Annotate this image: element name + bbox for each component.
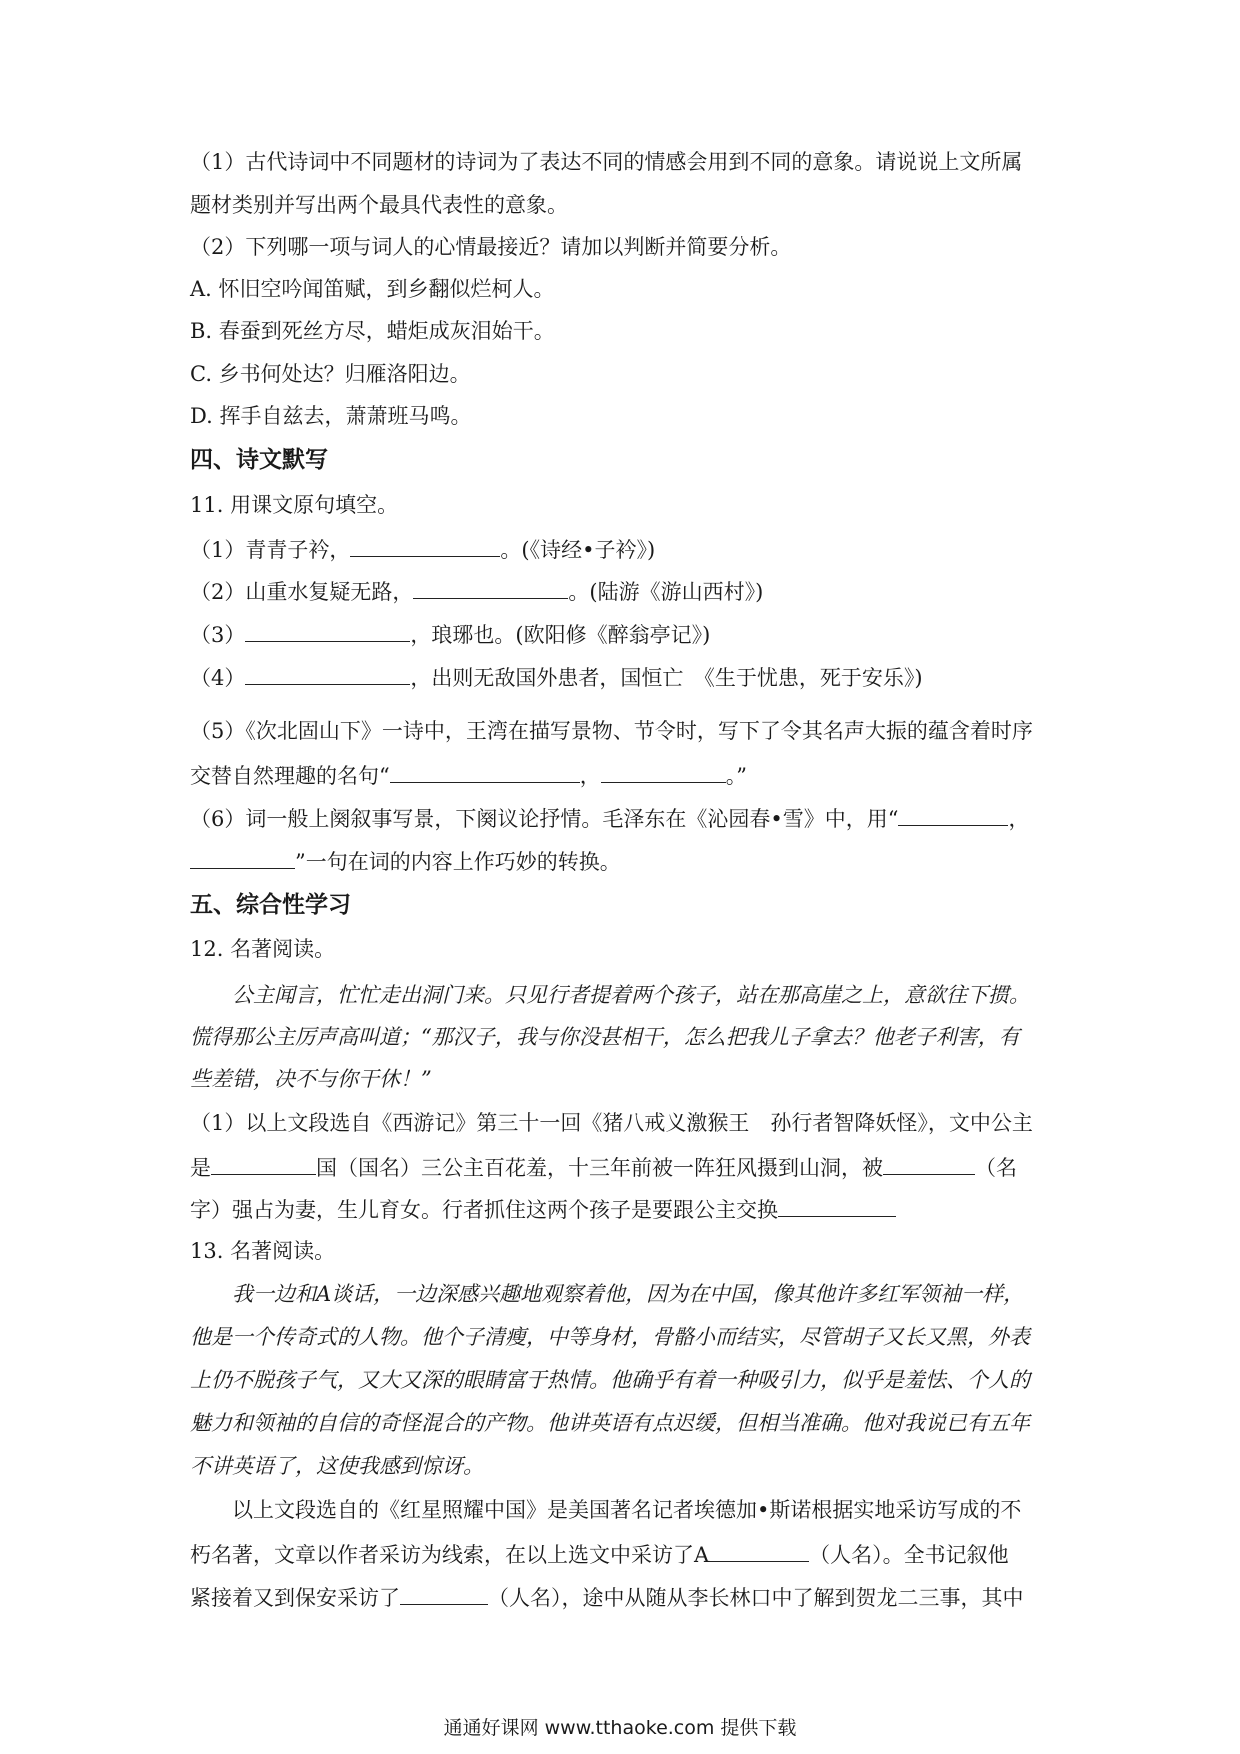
q13-answer3-post: （人名），途中从随从李长林口中了解到贺龙二三事，其中 [488, 1586, 1024, 1610]
q11-item6-pre: （6）词一般上阕叙事写景，下阕议论抒情。毛泽东在《沁园春•雪》中，用“ [190, 807, 899, 831]
q12-sub1-line2 [190, 1152, 1060, 1182]
q11-item4 [190, 662, 1060, 692]
answer-blank[interactable] [245, 662, 410, 685]
answer-blank[interactable] [898, 803, 1008, 826]
q11-stem: 11. 用课文原句填空。 [190, 493, 399, 517]
q11-item4-post: ，出则无敌国外患者，国恒亡 《生于忧患，死于安乐》) [410, 666, 923, 690]
q13-answer-line1: 以上文段选自的《红星照耀中国》是美国著名记者埃德加•斯诺根据实地采访写成的不 [190, 1498, 1022, 1522]
q11-item3 [190, 619, 1060, 649]
q10-sub1-line1: （1）古代诗词中不同题材的诗词为了表达不同的情感会用到不同的意象。请说说上文所属 [190, 150, 1023, 174]
q12-sub1-line1: （1）以上文段选自《西游记》第三十一回《猪八戒义激猴王 孙行者智降妖怪》，文中公主 [190, 1111, 1033, 1135]
q13-passage-line5: 不讲英语了，这使我感到惊讶。 [190, 1454, 484, 1478]
q11-item6-line1 [190, 803, 1060, 833]
q10-sub2: （2）下列哪一项与词人的心情最接近？请加以判断并简要分析。 [190, 235, 792, 259]
answer-blank[interactable] [601, 760, 726, 783]
q11-item5-pre: 交替自然理趣的名句“ [190, 764, 390, 788]
q11-item5-line2 [190, 760, 1060, 790]
q12-passage-line3: 些差错，决不与你干休！” [190, 1067, 432, 1091]
q11-item3-post: ，琅琊也。(欧阳修《醉翁亭记》) [410, 623, 711, 647]
answer-blank[interactable] [390, 760, 580, 783]
answer-blank[interactable] [211, 1152, 316, 1175]
q11-item6-comma: ， [1008, 807, 1030, 831]
answer-blank[interactable] [709, 1539, 809, 1562]
q10-sub1-line2: 题材类别并写出两个最具代表性的意象。 [190, 193, 568, 217]
q11-item5-line1: （5）《次北固山下》一诗中，王湾在描写景物、节令时，写下了令其名声大振的蕴含着时序 [190, 719, 1033, 743]
q10-option-c: C. 乡书何处达？归雁洛阳边。 [190, 362, 471, 386]
q13-passage-line4: 魅力和领袖的自信的奇怪混合的产物。他讲英语有点迟缓，但相当准确。他对我说已有五年 [190, 1411, 1030, 1435]
q13-answer-line3 [190, 1582, 1060, 1612]
q11-item6-line2 [190, 846, 1060, 876]
q10-option-b: B. 春蚕到死丝方尽，蜡炬成灰泪始干。 [190, 319, 555, 343]
q13-answer3-pre: 紧接着又到保安采访了 [190, 1586, 400, 1610]
q12-passage-line2: 慌得那公主厉声高叫道；“那汉子，我与你没甚相干，怎么把我儿子拿去？他老子利害，有 [190, 1025, 1020, 1049]
q13-passage-line1: 我一边和A谈话，一边深感兴趣地观察着他，因为在中国，像其他许多红军领袖一样， [190, 1282, 1025, 1306]
answer-blank[interactable] [400, 1582, 488, 1605]
q13-passage-line2: 他是一个传奇式的人物。他个子清瘦，中等身材，骨骼小而结实，尽管胡子又长又黑，外表 [190, 1325, 1030, 1349]
q11-item2 [190, 576, 1060, 606]
q11-item5-post: 。” [725, 764, 747, 788]
q12-sub1-post: （名 [975, 1156, 1017, 1180]
answer-blank[interactable] [883, 1152, 975, 1175]
q12-sub1-tail: 字）强占为妻，生儿育女。行者抓住这两个孩子是要跟公主交换 [190, 1198, 778, 1222]
answer-blank[interactable] [190, 846, 295, 869]
page-footer: 通通好课网 www.tthaoke.com 提供下载 [443, 1717, 797, 1739]
q13-answer-post: （人名）。全书记叙他 [809, 1543, 1009, 1567]
section4-heading: 四、诗文默写 [190, 446, 328, 473]
q13-answer-line2 [190, 1539, 1060, 1569]
q12-passage-line1: 公主闻言，忙忙走出洞门来。只见行者提着两个孩子，站在那高崖之上，意欲往下掼。 [190, 983, 1030, 1007]
q12-sub1-mid: 国（国名）三公主百花羞，十三年前被一阵狂风摄到山洞，被 [316, 1156, 883, 1180]
q11-item2-pre: （2）山重水复疑无路， [190, 580, 414, 604]
answer-blank[interactable] [778, 1194, 896, 1217]
q11-item5-mid: ， [579, 764, 601, 788]
q12-stem: 12. 名著阅读。 [190, 937, 336, 961]
answer-blank[interactable] [413, 576, 568, 599]
q11-item1-pre: （1）青青子衿， [190, 538, 351, 562]
q10-option-a: A. 怀旧空吟闻笛赋，到乡翻似烂柯人。 [190, 277, 555, 301]
q10-option-d: D. 挥手自兹去，萧萧班马鸣。 [190, 404, 472, 428]
answer-blank[interactable] [350, 534, 500, 557]
section5-heading: 五、综合性学习 [190, 891, 351, 918]
q11-item3-pre: （3） [190, 623, 246, 647]
q11-item2-post: 。(陆游《游山西村》) [568, 580, 764, 604]
answer-blank[interactable] [245, 619, 410, 642]
q11-item4-pre: （4） [190, 666, 246, 690]
q12-sub1-pre: 是 [190, 1156, 211, 1180]
q11-item6-post: ”一句在词的内容上作巧妙的转换。 [295, 850, 621, 874]
q12-sub1-line3 [190, 1194, 1060, 1224]
q13-stem: 13. 名著阅读。 [190, 1239, 336, 1263]
q11-item1 [190, 534, 1060, 564]
q13-passage-line3: 上仍不脱孩子气，又大又深的眼睛富于热情。他确乎有着一种吸引力，似乎是羞怯、个人的 [190, 1368, 1030, 1392]
q11-item1-post: 。(《诗经•子衿》) [500, 538, 656, 562]
q13-answer-pre: 朽名著，文章以作者采访为线索，在以上选文中采访了A [190, 1543, 710, 1567]
